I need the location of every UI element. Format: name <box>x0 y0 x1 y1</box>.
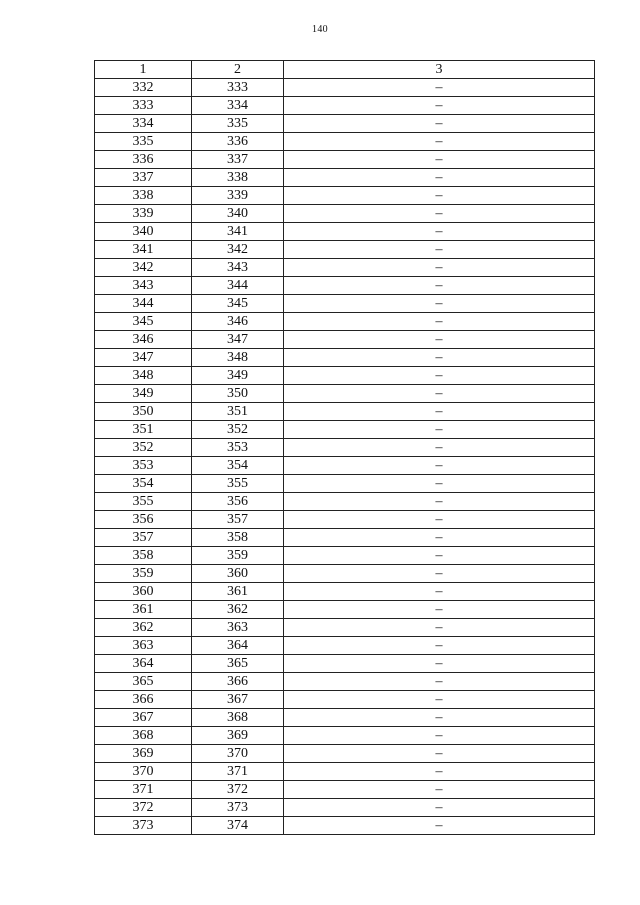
table-cell-col-3: – <box>284 691 595 709</box>
table-cell-col-1: 353 <box>95 457 192 475</box>
table-cell-col-1: 349 <box>95 385 192 403</box>
table-cell-col-3: – <box>284 421 595 439</box>
table-cell-col-2: 334 <box>192 97 284 115</box>
table-cell-col-3: – <box>284 331 595 349</box>
table-cell-col-2: 371 <box>192 763 284 781</box>
table-cell-col-1: 356 <box>95 511 192 529</box>
table-cell-col-2: 336 <box>192 133 284 151</box>
table-cell-col-1: 340 <box>95 223 192 241</box>
table-row <box>95 817 595 835</box>
table-cell-col-2: 360 <box>192 565 284 583</box>
table-cell-col-1: 360 <box>95 583 192 601</box>
table-cell-col-3: – <box>284 295 595 313</box>
table-cell-col-2: 339 <box>192 187 284 205</box>
table-cell-col-2: 343 <box>192 259 284 277</box>
table-cell-col-3: – <box>284 817 595 835</box>
table-cell-col-1: 370 <box>95 763 192 781</box>
table-row <box>95 169 595 187</box>
table-cell-col-3: – <box>284 349 595 367</box>
table-cell-col-2: 346 <box>192 313 284 331</box>
table-row <box>95 385 595 403</box>
table-cell-col-1: 357 <box>95 529 192 547</box>
column-header-3: 3 <box>284 61 595 79</box>
table-cell-col-3: – <box>284 781 595 799</box>
table-cell-col-2: 370 <box>192 745 284 763</box>
table-row <box>95 97 595 115</box>
table-cell-col-2: 348 <box>192 349 284 367</box>
table-cell-col-2: 337 <box>192 151 284 169</box>
table-row <box>95 187 595 205</box>
table-cell-col-2: 350 <box>192 385 284 403</box>
table-cell-col-1: 355 <box>95 493 192 511</box>
table-cell-col-1: 364 <box>95 655 192 673</box>
table-row <box>95 241 595 259</box>
table-cell-col-3: – <box>284 619 595 637</box>
table-cell-col-2: 347 <box>192 331 284 349</box>
table-cell-col-3: – <box>284 79 595 97</box>
table-cell-col-3: – <box>284 529 595 547</box>
table-cell-col-3: – <box>284 565 595 583</box>
table-cell-col-2: 353 <box>192 439 284 457</box>
table-cell-col-3: – <box>284 637 595 655</box>
table-cell-col-2: 356 <box>192 493 284 511</box>
table-cell-col-1: 369 <box>95 745 192 763</box>
table-cell-col-1: 373 <box>95 817 192 835</box>
table-cell-col-1: 341 <box>95 241 192 259</box>
table-row <box>95 655 595 673</box>
table-cell-col-1: 332 <box>95 79 192 97</box>
table-cell-col-3: – <box>284 169 595 187</box>
table-cell-col-2: 333 <box>192 79 284 97</box>
table-cell-col-3: – <box>284 439 595 457</box>
table-cell-col-3: – <box>284 745 595 763</box>
table-row <box>95 781 595 799</box>
table-cell-col-3: – <box>284 151 595 169</box>
table-row <box>95 799 595 817</box>
table-cell-col-3: – <box>284 385 595 403</box>
table-cell-col-1: 333 <box>95 97 192 115</box>
table-cell-col-3: – <box>284 709 595 727</box>
table-cell-col-1: 344 <box>95 295 192 313</box>
table-row <box>95 601 595 619</box>
table-cell-col-1: 354 <box>95 475 192 493</box>
table-cell-col-2: 357 <box>192 511 284 529</box>
table-cell-col-1: 351 <box>95 421 192 439</box>
table-cell-col-1: 339 <box>95 205 192 223</box>
table-cell-col-1: 343 <box>95 277 192 295</box>
table-cell-col-2: 363 <box>192 619 284 637</box>
table-cell-col-2: 364 <box>192 637 284 655</box>
table-row <box>95 565 595 583</box>
table-cell-col-2: 340 <box>192 205 284 223</box>
table-cell-col-2: 354 <box>192 457 284 475</box>
table-row <box>95 331 595 349</box>
table-row <box>95 727 595 745</box>
table-cell-col-3: – <box>284 673 595 691</box>
table-cell-col-2: 338 <box>192 169 284 187</box>
table-cell-col-1: 342 <box>95 259 192 277</box>
table-row <box>95 313 595 331</box>
table-cell-col-3: – <box>284 655 595 673</box>
table-cell-col-3: – <box>284 601 595 619</box>
table-row <box>95 583 595 601</box>
table-cell-col-2: 374 <box>192 817 284 835</box>
header-row <box>95 61 595 79</box>
table-row <box>95 511 595 529</box>
table-cell-col-2: 352 <box>192 421 284 439</box>
table-cell-col-3: – <box>284 727 595 745</box>
table-cell-col-1: 359 <box>95 565 192 583</box>
table-row <box>95 403 595 421</box>
table-cell-col-2: 369 <box>192 727 284 745</box>
table-cell-col-3: – <box>284 511 595 529</box>
table-cell-col-1: 372 <box>95 799 192 817</box>
table-cell-col-3: – <box>284 367 595 385</box>
table-cell-col-1: 358 <box>95 547 192 565</box>
table-cell-col-3: – <box>284 97 595 115</box>
table-cell-col-3: – <box>284 493 595 511</box>
table-cell-col-2: 368 <box>192 709 284 727</box>
table-cell-col-3: – <box>284 799 595 817</box>
table-row <box>95 151 595 169</box>
table-row <box>95 547 595 565</box>
table-cell-col-3: – <box>284 763 595 781</box>
table-cell-col-2: 365 <box>192 655 284 673</box>
table-cell-col-2: 358 <box>192 529 284 547</box>
table-cell-col-2: 344 <box>192 277 284 295</box>
table-cell-col-2: 367 <box>192 691 284 709</box>
table-row <box>95 709 595 727</box>
table-row <box>95 637 595 655</box>
table-cell-col-2: 372 <box>192 781 284 799</box>
table-cell-col-1: 348 <box>95 367 192 385</box>
table-cell-col-3: – <box>284 115 595 133</box>
table-cell-col-1: 365 <box>95 673 192 691</box>
table-row <box>95 691 595 709</box>
table-row <box>95 349 595 367</box>
table-cell-col-1: 352 <box>95 439 192 457</box>
table-cell-col-3: – <box>284 313 595 331</box>
table-row <box>95 223 595 241</box>
table-row <box>95 133 595 151</box>
table-cell-col-3: – <box>284 547 595 565</box>
table-row <box>95 619 595 637</box>
table-cell-col-1: 366 <box>95 691 192 709</box>
table-cell-col-1: 335 <box>95 133 192 151</box>
table-cell-col-3: – <box>284 583 595 601</box>
table-cell-col-2: 362 <box>192 601 284 619</box>
table-row <box>95 763 595 781</box>
table-row <box>95 115 595 133</box>
table-row <box>95 439 595 457</box>
table-cell-col-2: 341 <box>192 223 284 241</box>
table-cell-col-1: 371 <box>95 781 192 799</box>
table-cell-col-2: 366 <box>192 673 284 691</box>
table-cell-col-3: – <box>284 241 595 259</box>
table-cell-col-1: 368 <box>95 727 192 745</box>
data-table <box>94 60 595 835</box>
table-cell-col-1: 367 <box>95 709 192 727</box>
table-cell-col-2: 361 <box>192 583 284 601</box>
table-cell-col-1: 350 <box>95 403 192 421</box>
table-cell-col-3: – <box>284 277 595 295</box>
table-cell-col-2: 351 <box>192 403 284 421</box>
table-cell-col-2: 355 <box>192 475 284 493</box>
table-cell-col-3: – <box>284 475 595 493</box>
table-row <box>95 295 595 313</box>
table-row <box>95 475 595 493</box>
table-row <box>95 457 595 475</box>
table-cell-col-3: – <box>284 259 595 277</box>
table-cell-col-3: – <box>284 223 595 241</box>
table-cell-col-2: 342 <box>192 241 284 259</box>
table-row <box>95 673 595 691</box>
table-cell-col-2: 345 <box>192 295 284 313</box>
table-cell-col-3: – <box>284 403 595 421</box>
table-cell-col-2: 373 <box>192 799 284 817</box>
table-row <box>95 367 595 385</box>
table-cell-col-1: 337 <box>95 169 192 187</box>
table-cell-col-1: 338 <box>95 187 192 205</box>
column-header-1: 1 <box>95 61 192 79</box>
column-header-2: 2 <box>192 61 284 79</box>
table-row <box>95 79 595 97</box>
table-cell-col-1: 334 <box>95 115 192 133</box>
table-cell-col-1: 363 <box>95 637 192 655</box>
table-cell-col-1: 362 <box>95 619 192 637</box>
table-cell-col-2: 335 <box>192 115 284 133</box>
table-cell-col-3: – <box>284 187 595 205</box>
table-cell-col-1: 336 <box>95 151 192 169</box>
table-cell-col-3: – <box>284 457 595 475</box>
table-cell-col-1: 345 <box>95 313 192 331</box>
table-row <box>95 205 595 223</box>
table-row <box>95 421 595 439</box>
table-row <box>95 493 595 511</box>
table-cell-col-1: 346 <box>95 331 192 349</box>
table-row <box>95 277 595 295</box>
table-row <box>95 259 595 277</box>
table-row <box>95 745 595 763</box>
table-cell-col-1: 361 <box>95 601 192 619</box>
table-cell-col-2: 359 <box>192 547 284 565</box>
table-cell-col-1: 347 <box>95 349 192 367</box>
table-row <box>95 529 595 547</box>
page-number: 140 <box>312 24 328 35</box>
table-cell-col-2: 349 <box>192 367 284 385</box>
table-cell-col-3: – <box>284 205 595 223</box>
table-body <box>95 79 595 835</box>
table-cell-col-3: – <box>284 133 595 151</box>
